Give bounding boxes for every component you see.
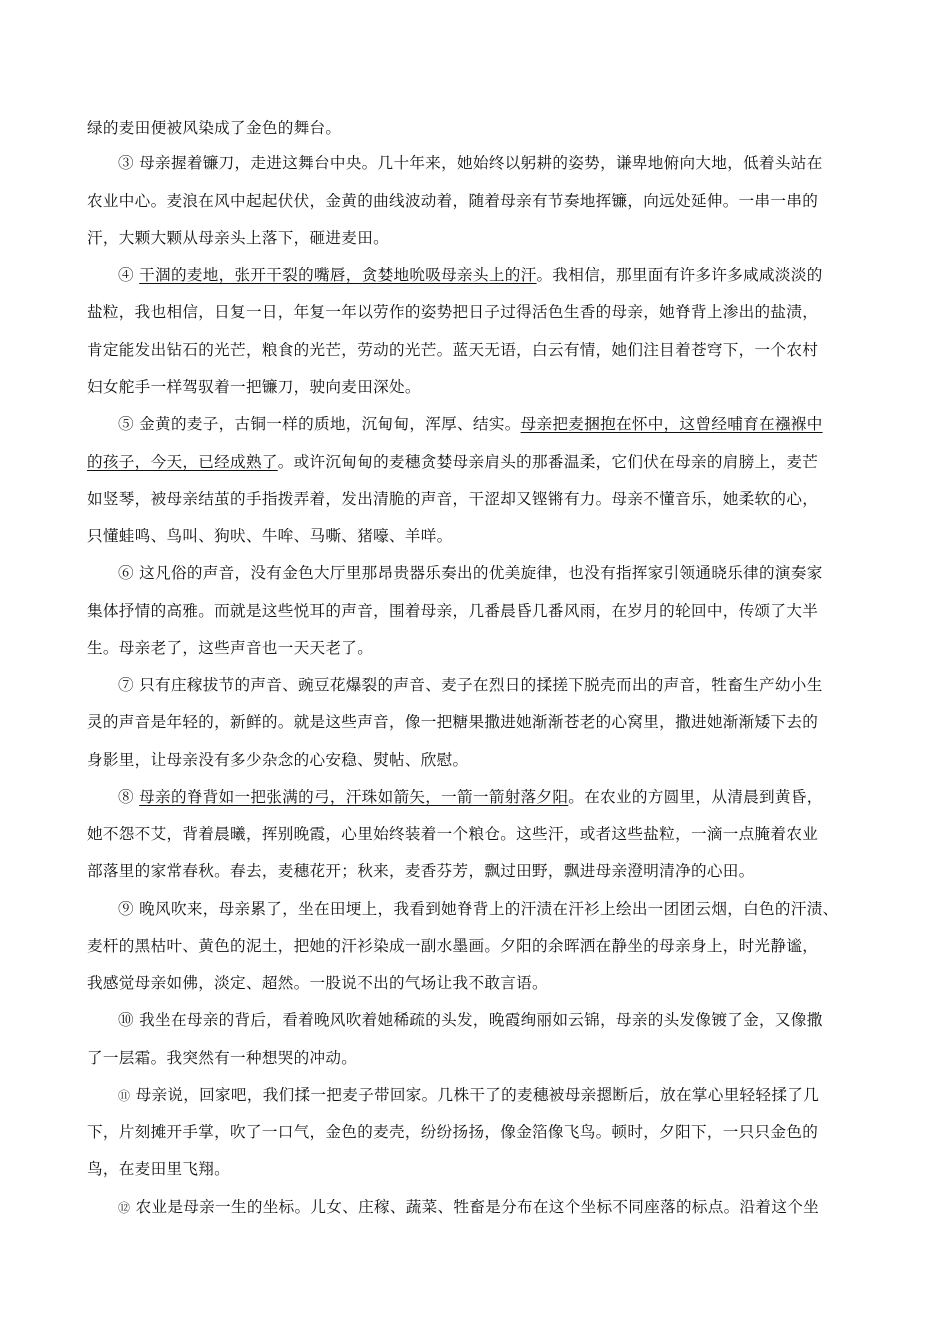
text-segment: ④	[118, 266, 140, 284]
text-segment: 汗，大颗大颗从母亲头上落下，砸进麦田。	[87, 229, 389, 247]
text-line	[118, 414, 823, 434]
text-segment: 绿的麦田便被风染成了金色的舞台。	[87, 119, 342, 137]
text-segment: ⑩ 我坐在母亲的背后，看着晚风吹着她稀疏的头发，晚霞绚丽如云锦，母亲的头发像镀了金，又像撒	[118, 1011, 823, 1029]
text-segment: 鸟，在麦田里飞翔。	[87, 1160, 231, 1178]
text-segment: 盐粒，我也相信，日复一日，年复一年以劳作的姿势把日子过得活色生香的母亲，她脊背上渗出的盐渍，	[87, 303, 819, 321]
text-line	[87, 750, 468, 770]
text-segment: 农业是母亲一生的坐标。儿女、庄稼、蔬菜、牲畜是分布在这个坐标不同座落的标点。沿着这个坐	[130, 1198, 820, 1216]
underlined-segment: 干涸的麦地，张开干裂的嘴唇，贪婪地吮吸母亲头上的汗	[139, 266, 537, 284]
text-line	[87, 712, 818, 732]
text-line	[87, 302, 818, 322]
text-line	[118, 787, 823, 807]
text-line	[87, 340, 818, 360]
text-segment: 肯定能发出钻石的光芒，粮食的光芒，劳动的光芒。蓝天无语，白云有情，她们注目着苍穹下，一个农村	[87, 341, 819, 359]
paragraph-number: ⑪	[118, 1089, 131, 1103]
text-line	[87, 861, 755, 881]
text-segment: 她不怨不艾，背着晨曦，挥别晚霞，心里始终装着一个粮仓。这些汗，或者这些盐粒，一滴一点腌着农业	[87, 825, 819, 843]
text-segment: 母亲说，回家吧，我们揉一把麦子带回家。几株干了的麦穗被母亲摁断后，放在掌心里轻轻揉了几	[130, 1086, 820, 1104]
text-line	[87, 118, 341, 138]
underlined-segment: 的孩子，今天，已经成熟了	[87, 453, 278, 471]
text-segment: ③ 母亲握着镰刀，走进这舞台中央。几十年来，她始终以躬耕的姿势，谦卑地俯向大地，低着头站在	[118, 154, 823, 172]
text-line	[87, 601, 818, 621]
text-segment: 。我相信，那里面有许多许多咸咸淡淡的	[536, 266, 823, 284]
text-segment: ⑤ 金黄的麦子，古铜一样的质地，沉甸甸，浑厚、结实。	[118, 415, 521, 433]
text-line	[118, 675, 823, 695]
text-line	[87, 1048, 357, 1068]
text-segment: ⑦ 只有庄稼拔节的声音、豌豆花爆裂的声音、麦子在烈日的揉搓下脱壳而出的声音，牲畜生产幼小生	[118, 676, 823, 694]
text-line	[87, 973, 548, 993]
text-line	[118, 563, 823, 583]
paragraph-number: ⑫	[118, 1201, 131, 1215]
text-segment: 只懂蛙鸣、鸟叫、狗吠、牛哞、马嘶、猪嚎、羊咩。	[87, 527, 453, 545]
text-line	[87, 1159, 230, 1179]
text-segment: 麦杆的黑枯叶、黄色的泥土，把她的汗衫染成一副水墨画。夕阳的余晖洒在静坐的母亲身上，时光静谧，	[87, 937, 819, 955]
text-line	[87, 489, 818, 509]
text-line	[87, 824, 818, 844]
text-segment: 农业中心。麦浪在风中起起伏伏，金黄的曲线波动着，随着母亲有节奏地挥镰，向远处延伸。一串一串的	[87, 192, 819, 210]
text-segment: ⑧	[118, 788, 140, 806]
text-line	[87, 1122, 818, 1142]
text-segment: 下，片刻摊开手掌，吹了一口气，金色的麦壳，纷纷扬扬，像金箔像飞鸟。顿时，夕阳下，一只只金色的	[87, 1123, 819, 1141]
text-line	[87, 191, 818, 211]
text-segment: 我感觉母亲如佛，淡定、超然。一股说不出的气场让我不敢言语。	[87, 974, 548, 992]
text-line	[118, 1197, 819, 1218]
text-segment: 。或许沉甸甸的麦穗贪婪母亲肩头的那番温柔，它们伏在母亲的肩膀上，麦芒	[277, 453, 819, 471]
text-segment: 部落里的家常春秋。春去，麦穗花开；秋来，麦香芬芳，飘过田野，飘进母亲澄明清净的心田。	[87, 862, 755, 880]
text-line	[87, 936, 818, 956]
text-segment: 身影里，让母亲没有多少杂念的心安稳、熨帖、欣慰。	[87, 751, 469, 769]
text-line	[118, 899, 838, 919]
underlined-segment: 母亲的脊背如一把张满的弓，汗珠如箭矢，一箭一箭射落夕阳	[139, 788, 569, 806]
text-segment: 如竖琴，被母亲结茧的手指拨弄着，发出清脆的声音，干涩却又铿锵有力。母亲不懂音乐，她柔软的心，	[87, 490, 819, 508]
text-line	[87, 377, 421, 397]
text-line	[87, 228, 389, 248]
text-line	[118, 265, 823, 285]
text-line	[87, 452, 818, 472]
text-segment: 灵的声音是年轻的，新鲜的。就是这些声音，像一把糖果撒进她渐渐苍老的心窝里，撒进她渐渐矮下去的	[87, 713, 819, 731]
text-segment: 妇女舵手一样驾驭着一把镰刀，驶向麦田深处。	[87, 378, 421, 396]
text-segment: 集体抒情的高雅。而就是这些悦耳的声音，围着母亲，几番晨昏几番风雨，在岁月的轮回中，传颂了大半	[87, 602, 819, 620]
text-line	[118, 153, 823, 173]
text-segment: 。在农业的方圆里，从清晨到黄昏，	[568, 788, 823, 806]
text-segment: 了一层霜。我突然有一种想哭的冲动。	[87, 1049, 358, 1067]
underlined-segment: 母亲把麦捆抱在怀中，这曾经哺育在襁褓中	[520, 415, 823, 433]
text-segment: ⑥ 这凡俗的声音，没有金色大厅里那昂贵器乐奏出的优美旋律，也没有指挥家引领通晓乐律的演奏家	[118, 564, 823, 582]
text-line	[87, 526, 453, 546]
text-segment: 生。母亲老了，这些声音也一天天老了。	[87, 639, 374, 657]
text-line	[87, 638, 373, 658]
text-line	[118, 1085, 819, 1106]
text-segment: ⑨ 晚风吹来，母亲累了，坐在田埂上，我看到她脊背上的汗渍在汗衫上绘出一团团云烟，白色的汗渍、	[118, 900, 839, 918]
text-line	[118, 1010, 823, 1030]
